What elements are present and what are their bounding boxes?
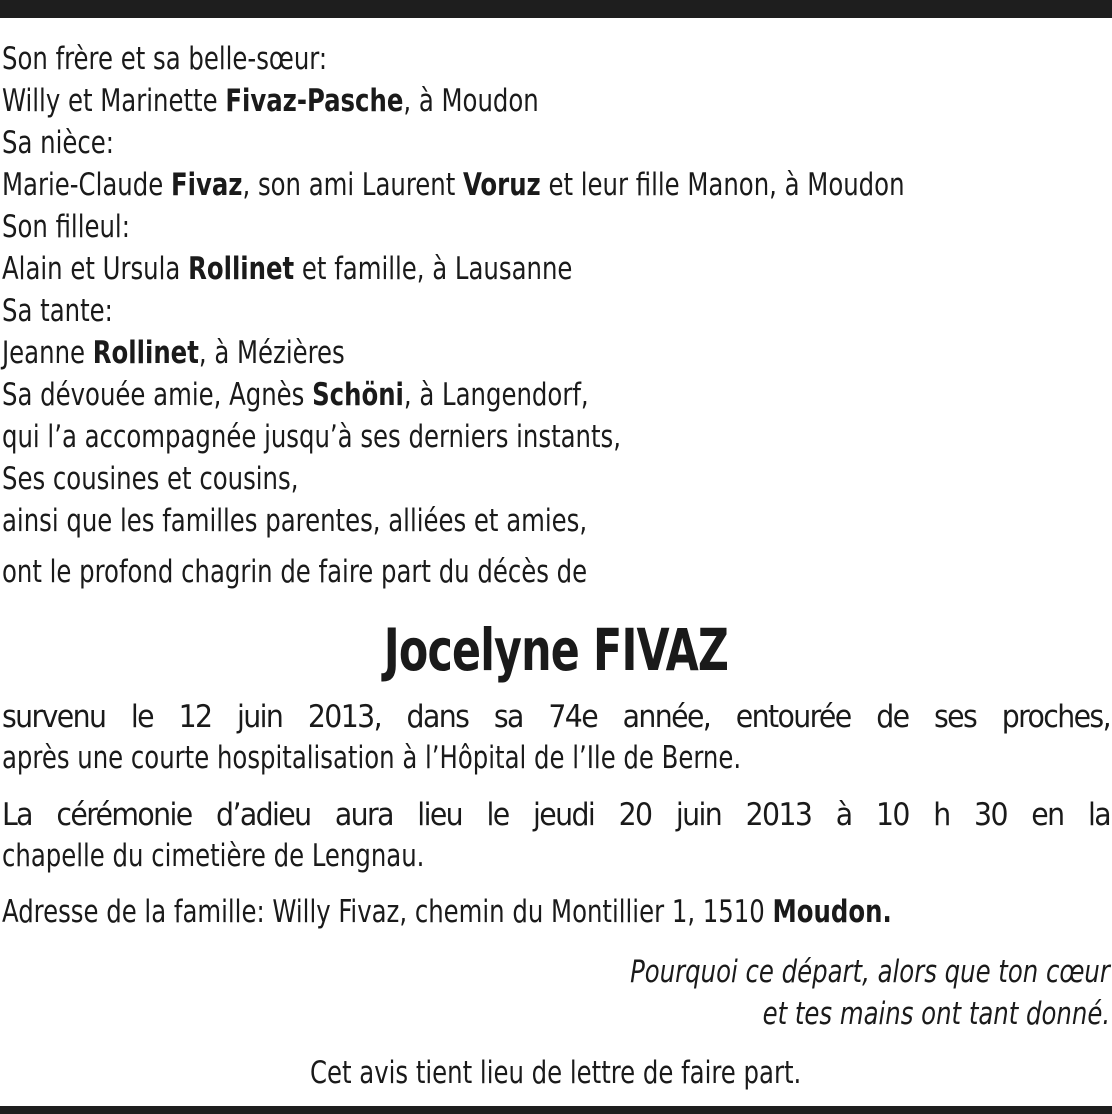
niece-partner-surname: Voruz: [463, 167, 541, 203]
aunt-surname: Rollinet: [92, 335, 199, 371]
godson-surname: Rollinet: [188, 251, 295, 287]
godson-line: Alain et Ursula Rollinet et famille, à Lausanne: [2, 251, 573, 287]
brother-surname: Fivaz-Pasche: [225, 83, 404, 119]
families-line: ainsi que les familles parentes, alliées et amies,: [2, 503, 588, 539]
aunt-heading: Sa tante:: [2, 293, 113, 329]
quote-line-1: Pourquoi ce départ, alors que ton cœur: [630, 954, 1110, 990]
friend-line: Sa dévouée amie, Agnès Schöni, à Langendorf,: [2, 377, 589, 413]
niece-line: Marie-Claude Fivaz, son ami Laurent Voruz et leur fille Manon, à Moudon: [2, 167, 905, 203]
footer-note: Cet avis tient lieu de lettre de faire part.: [310, 1055, 802, 1091]
niece-heading: Sa nièce:: [2, 125, 114, 161]
aunt-line: Jeanne Rollinet, à Mézières: [2, 335, 345, 371]
deceased-name: Jocelyne FIVAZ: [383, 616, 729, 684]
announcement-line: ont le profond chagrin de faire part du décès de: [2, 554, 588, 590]
brother-heading: Son frère et sa belle-sœur:: [2, 41, 328, 77]
death-line-1: survenu le 12 juin 2013, dans sa 74e année, entourée de ses proches,: [2, 699, 1110, 735]
top-rule: [0, 0, 1112, 18]
address-city: Moudon.: [772, 894, 892, 930]
cousins-line: Ses cousines et cousins,: [2, 461, 299, 497]
ceremony-line-2: chapelle du cimetière de Lengnau.: [2, 838, 425, 874]
bottom-rule: [0, 1106, 1112, 1114]
quote-line-2: et tes mains ont tant donné.: [762, 996, 1110, 1032]
godson-heading: Son filleul:: [2, 209, 130, 245]
address-line: Adresse de la famille: Willy Fivaz, chemin du Montillier 1, 1510 Moudon.: [2, 894, 892, 930]
friend-line-2: qui l’a accompagnée jusqu’à ses derniers instants,: [2, 419, 621, 455]
friend-surname: Schöni: [312, 377, 404, 413]
ceremony-line-1: La cérémonie d’adieu aura lieu le jeudi 20 juin 2013 à 10 h 30 en la: [2, 797, 1110, 833]
brother-line: Willy et Marinette Fivaz-Pasche, à Moudon: [2, 83, 539, 119]
death-line-2: après une courte hospitalisation à l’Hôpital de l’Ile de Berne.: [2, 740, 742, 776]
niece-surname: Fivaz: [170, 167, 243, 203]
